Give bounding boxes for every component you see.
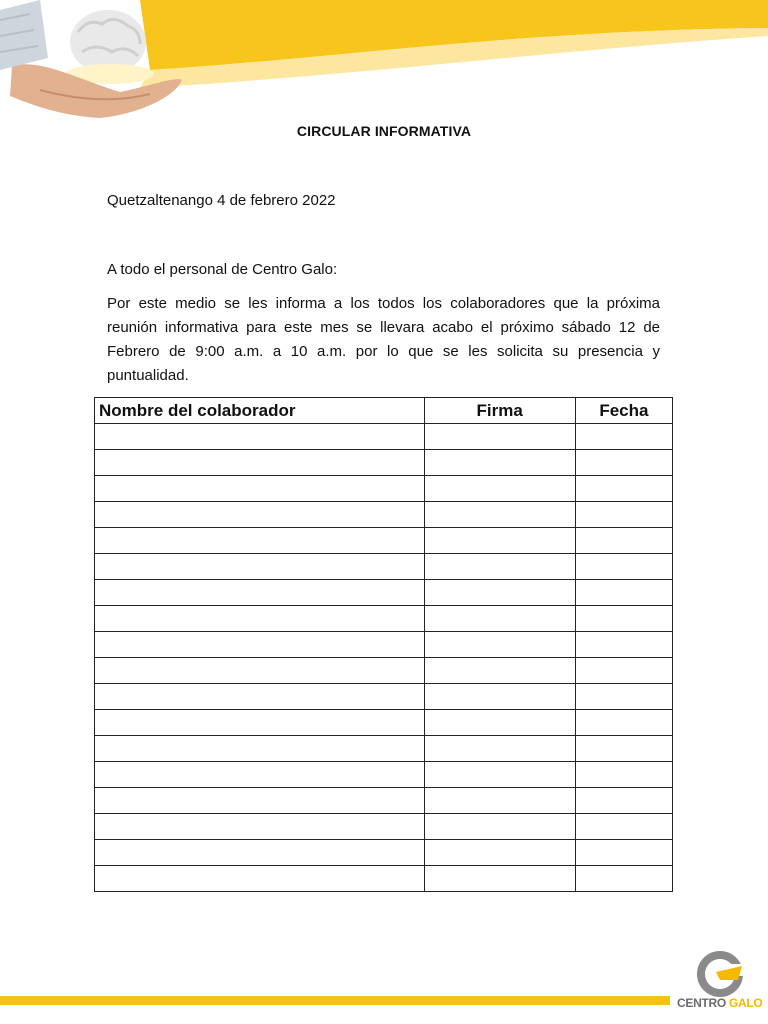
signature-cell (424, 450, 575, 476)
table-row (95, 476, 673, 502)
table-row (95, 554, 673, 580)
logo-wordmark (677, 996, 762, 1010)
table-header-row (95, 398, 673, 424)
table-row (95, 632, 673, 658)
date-cell (575, 710, 672, 736)
signature-cell (424, 424, 575, 450)
logo-word-galo: GALO (728, 996, 763, 1010)
table-row (95, 710, 673, 736)
table-row (95, 762, 673, 788)
name-cell (95, 658, 425, 684)
name-cell (95, 554, 425, 580)
signature-table (94, 397, 673, 892)
name-cell (95, 502, 425, 528)
date-cell (575, 528, 672, 554)
header-banner (0, 0, 768, 130)
name-cell (95, 450, 425, 476)
name-cell (95, 840, 425, 866)
date-cell (575, 788, 672, 814)
column-header-signature: Firma (424, 398, 575, 424)
signature-cell (424, 814, 575, 840)
table-row (95, 450, 673, 476)
logo-word-centro: CENTRO (677, 996, 726, 1010)
date-cell (575, 840, 672, 866)
name-cell (95, 684, 425, 710)
name-cell (95, 762, 425, 788)
table-row (95, 788, 673, 814)
signature-cell (424, 762, 575, 788)
name-cell (95, 580, 425, 606)
signature-cell (424, 840, 575, 866)
date-line: Quetzaltenango 4 de febrero 2022 (107, 192, 336, 209)
name-cell (95, 788, 425, 814)
signature-cell (424, 658, 575, 684)
body-paragraph: Por este medio se les informa a los todos los colaboradores que la próxima reunión informativa para este mes se llevara acabo el próximo sábado 12 de Febrero de 9:00 a.m. a 10 a.m. por lo que se les solicita su presencia y puntualidad. (107, 295, 660, 384)
date-cell (575, 554, 672, 580)
date-cell (575, 684, 672, 710)
name-cell (95, 606, 425, 632)
date-cell (575, 476, 672, 502)
signature-cell (424, 606, 575, 632)
table-row (95, 528, 673, 554)
table-row (95, 580, 673, 606)
table-row (95, 424, 673, 450)
name-cell (95, 528, 425, 554)
page-title: CIRCULAR INFORMATIVA (296, 123, 472, 139)
signature-cell (424, 684, 575, 710)
date-cell (575, 736, 672, 762)
signature-cell (424, 736, 575, 762)
table-row (95, 840, 673, 866)
table-row (95, 736, 673, 762)
name-cell (95, 710, 425, 736)
signature-cell (424, 528, 575, 554)
date-cell (575, 762, 672, 788)
name-cell (95, 424, 425, 450)
date-cell (575, 502, 672, 528)
signature-cell (424, 476, 575, 502)
date-cell (575, 424, 672, 450)
table-row (95, 866, 673, 892)
table-row (95, 684, 673, 710)
name-cell (95, 814, 425, 840)
table-row (95, 814, 673, 840)
date-cell (575, 658, 672, 684)
name-cell (95, 736, 425, 762)
signature-cell (424, 632, 575, 658)
date-cell (575, 632, 672, 658)
table-row (95, 658, 673, 684)
column-header-date: Fecha (575, 398, 672, 424)
signature-cell (424, 554, 575, 580)
signature-cell (424, 788, 575, 814)
column-header-name: Nombre del colaborador (95, 398, 425, 424)
signature-cell (424, 580, 575, 606)
table-row (95, 606, 673, 632)
date-cell (575, 866, 672, 892)
date-cell (575, 580, 672, 606)
greeting: A todo el personal de Centro Galo: (107, 261, 338, 278)
name-cell (95, 866, 425, 892)
date-cell (575, 450, 672, 476)
footer-bar (0, 996, 670, 1005)
signature-cell (424, 502, 575, 528)
name-cell (95, 632, 425, 658)
table-row (95, 502, 673, 528)
date-cell (575, 606, 672, 632)
signature-cell (424, 866, 575, 892)
date-cell (575, 814, 672, 840)
signature-cell (424, 710, 575, 736)
name-cell (95, 476, 425, 502)
